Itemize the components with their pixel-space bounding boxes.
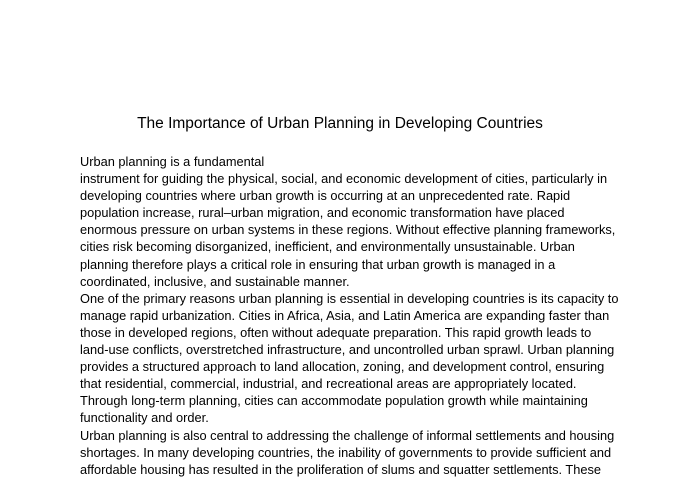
body-line: manage rapid urbanization. Cities in Africa, Asia, and Latin America are expanding faster than: [80, 307, 610, 323]
body-line: One of the primary reasons urban planning is essential in developing countries is its capacity to: [80, 290, 619, 306]
body-line: those in developed regions, often without adequate preparation. This rapid growth leads to: [80, 324, 592, 340]
body-line: developing countries where urban growth is occurring at an unprecedented rate. Rapid: [80, 188, 571, 204]
body-line: Through long-term planning, cities can accommodate population growth while maintaining: [80, 393, 588, 409]
body-line: planning therefore plays a critical role in ensuring that urban growth is managed in a: [80, 256, 556, 272]
body-line: land-use conflicts, overstretched infrastructure, and uncontrolled urban sprawl. Urban planning: [80, 342, 615, 358]
document-body: [80, 153, 619, 478]
body-line: Urban planning is also central to addressing the challenge of informal settlements and housing: [80, 427, 615, 443]
body-line: cities risk becoming disorganized, inefficient, and environmentally unsustainable. Urban: [80, 239, 575, 255]
body-line: shortages. In many developing countries, the inability of governments to provide sufficient and: [80, 444, 612, 460]
body-line: affordable housing has resulted in the proliferation of slums and squatter settlements. These: [80, 461, 601, 477]
body-line: enormous pressure on urban systems in these regions. Without effective planning frameworks,: [80, 222, 616, 238]
body-line: functionality and order.: [80, 410, 209, 426]
document-title: The Importance of Urban Planning in Developing Countries: [137, 115, 543, 132]
body-line: provides a structured approach to land allocation, zoning, and development control, ensuring: [80, 359, 605, 375]
body-line: population increase, rural–urban migration, and economic transformation have placed: [80, 205, 565, 221]
body-line: coordinated, inclusive, and sustainable manner.: [80, 273, 350, 289]
body-line: instrument for guiding the physical, social, and economic development of cities, particularly in: [80, 171, 608, 187]
body-line: that residential, commercial, industrial, and recreational areas are appropriately located.: [80, 376, 577, 392]
body-line: Urban planning is a fundamental: [80, 154, 265, 169]
